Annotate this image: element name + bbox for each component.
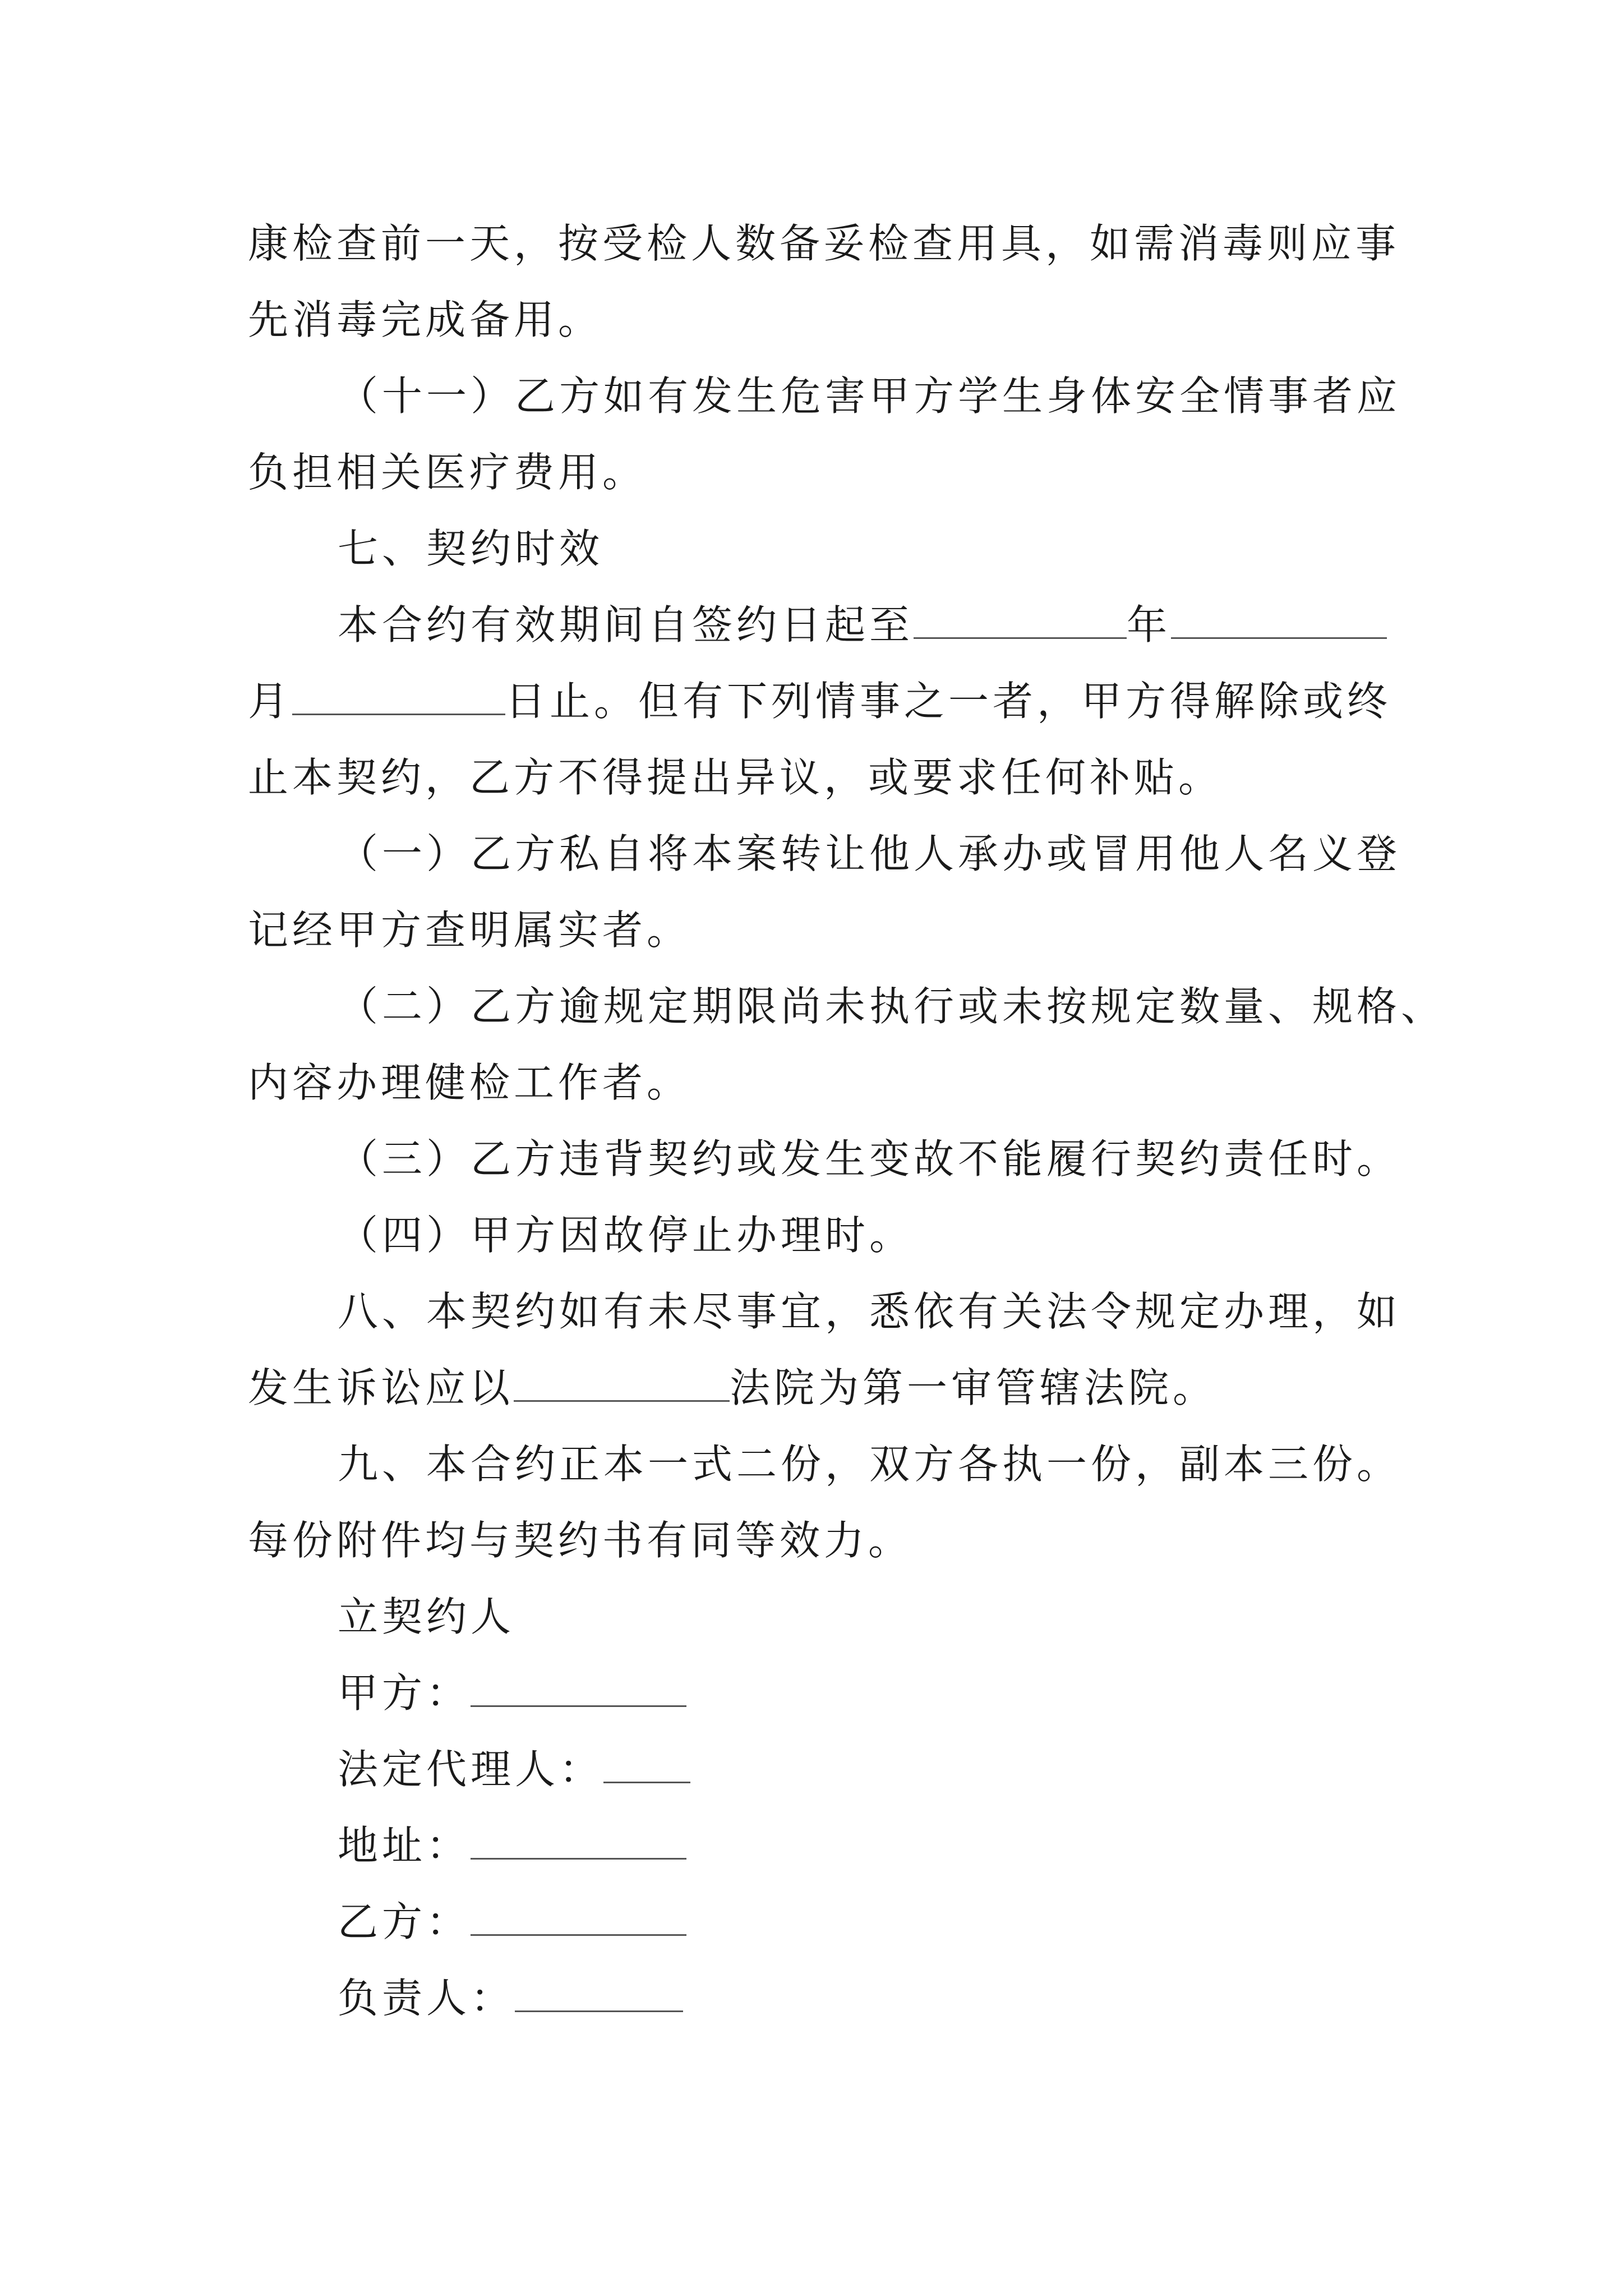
address-row [248, 1807, 1381, 1884]
year-label: 年 [1127, 601, 1172, 648]
party-a-row [248, 1655, 1381, 1731]
item-4-line: （四）甲方因故停止办理时。 [338, 1212, 914, 1259]
party-b-blank[interactable] [471, 1903, 686, 1936]
section-9-line: 每份附件均与契约书有同等效力。 [248, 1517, 913, 1564]
responsible-label: 负责人： [338, 1975, 515, 2022]
address-blank[interactable] [471, 1826, 686, 1860]
section-7-heading: 七、契约时效 [338, 525, 604, 572]
day-blank[interactable] [292, 682, 505, 715]
party-a-blank[interactable] [471, 1674, 686, 1707]
paragraph-line: 先消毒完成备用。 [248, 296, 603, 343]
validity-line: 止本契约，乙方不得提出异议，或要求任何补贴。 [248, 754, 1223, 801]
contract-page [248, 205, 1446, 2036]
paragraph-line: 康检查前一天，按受检人数备妥检查用具，如需消毒则应事 [248, 220, 1400, 267]
responsible-blank[interactable] [515, 1979, 683, 2012]
month-blank[interactable] [1171, 606, 1387, 639]
item-2-line: （二）乙方逾规定期限尚未执行或未按规定数量、规格、 [338, 983, 1446, 1030]
validity-text: 本合约有效期间自签约日起至 [338, 601, 914, 648]
section-8-text: 发生诉讼应以 [248, 1364, 514, 1411]
legal-rep-blank[interactable] [603, 1750, 690, 1783]
validity-line [248, 663, 1392, 739]
section-8-line [248, 1350, 1381, 1426]
party-b-row [248, 1884, 1381, 1960]
validity-line [248, 587, 1381, 663]
party-b-label: 乙方： [338, 1898, 471, 1945]
clause-11-line: 负担相关医疗费用。 [248, 449, 647, 496]
month-label: 月 [248, 678, 293, 725]
section-9-line: 九、本合约正本一式二份，双方各执一份，副本三份。 [338, 1441, 1401, 1488]
section-8-line: 八、本契约如有未尽事宜，悉依有关法令规定办理，如 [338, 1288, 1401, 1335]
clause-11-line: （十一）乙方如有发生危害甲方学生身体安全情事者应 [338, 372, 1401, 420]
item-1-line: （一）乙方私自将本案转让他人承办或冒用他人名义登 [338, 830, 1401, 877]
address-label: 地址： [338, 1822, 471, 1869]
item-1-line: 记经甲方查明属实者。 [248, 907, 691, 954]
item-2-line: 内容办理健检工作者。 [248, 1059, 691, 1106]
signatories-heading: 立契约人 [338, 1593, 515, 1640]
legal-rep-label: 法定代理人： [338, 1746, 604, 1793]
validity-text: 日止。但有下列情事之一者，甲方得解除或终 [505, 678, 1392, 725]
legal-rep-row [248, 1731, 1381, 1807]
item-3-line: （三）乙方违背契约或发生变故不能履行契约责任时。 [338, 1135, 1401, 1182]
responsible-row [248, 1960, 1381, 2036]
court-blank[interactable] [514, 1369, 730, 1402]
year-blank[interactable] [914, 606, 1127, 639]
party-a-label: 甲方： [338, 1669, 471, 1717]
section-8-text: 法院为第一审管辖法院。 [730, 1364, 1218, 1411]
